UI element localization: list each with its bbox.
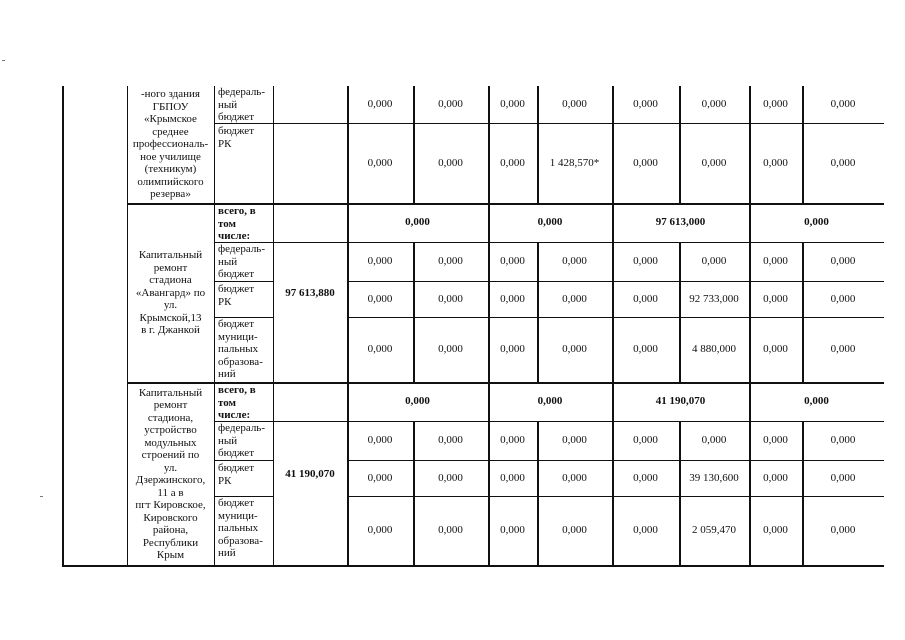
- value-cell: 0,000: [500, 255, 525, 268]
- value-cell: 0,000: [763, 434, 788, 447]
- value-cell: 0,000: [562, 434, 587, 447]
- source-label-total: всего, в том числе:: [218, 205, 256, 242]
- value-cell: 0,000: [438, 98, 463, 111]
- value-cell: 0,000: [633, 524, 658, 537]
- value-cell: 0,000: [438, 156, 463, 169]
- value-cell: 0,000: [438, 471, 463, 484]
- value-cell: 0,000: [763, 524, 788, 537]
- value-cell: 92 733,000: [689, 292, 739, 305]
- value-cell: 0,000: [438, 343, 463, 356]
- value-cell: 0,000: [830, 343, 856, 356]
- value-cell: 0,000: [367, 524, 393, 537]
- total-value-cell: 0,000: [405, 395, 430, 408]
- grid-hline: [62, 565, 884, 567]
- value-cell: 0,000: [763, 343, 788, 356]
- value-cell: 0,000: [367, 343, 393, 356]
- object-name-1: -ного здания ГБПОУ «Крымское среднее профессиональ- ное училище (техникум) олимпийского резерва»: [132, 88, 209, 201]
- value-cell: 39 130,600: [689, 471, 739, 484]
- grid-vline: [62, 86, 64, 565]
- value-cell: 2 059,470: [692, 524, 736, 537]
- value-cell: 0,000: [367, 156, 393, 169]
- value-cell: 0,000: [763, 471, 788, 484]
- total-value-cell: 97 613,000: [655, 216, 706, 229]
- value-cell: 0,000: [830, 524, 856, 537]
- value-cell: 0,000: [367, 471, 393, 484]
- value-cell: 0,000: [562, 343, 587, 356]
- value-cell: 0,000: [500, 343, 525, 356]
- source-label-total: всего, в том числе:: [218, 384, 256, 421]
- value-cell: 0,000: [367, 434, 393, 447]
- value-cell: 0,000: [562, 255, 587, 268]
- value-cell: 0,000: [438, 255, 463, 268]
- value-cell: 0,000: [830, 292, 856, 305]
- value-cell: 0,000: [830, 98, 856, 111]
- value-cell: 0,000: [830, 156, 856, 169]
- value-cell: 0,000: [500, 471, 525, 484]
- value-cell: 0,000: [633, 156, 658, 169]
- value-cell: 0,000: [562, 98, 587, 111]
- total-value-cell: 0,000: [804, 395, 829, 408]
- value-cell: 1 428,570*: [549, 156, 600, 169]
- source-label: бюджет муници- пальных образова- ний: [218, 318, 263, 380]
- value-cell: 0,000: [562, 471, 587, 484]
- value-cell: 0,000: [830, 255, 856, 268]
- value-cell: 0,000: [562, 292, 587, 305]
- value-cell: 0,000: [633, 98, 658, 111]
- total-value-cell: 0,000: [537, 395, 563, 408]
- total-amount-3: 41 190,070: [285, 467, 335, 480]
- value-cell: 0,000: [830, 471, 856, 484]
- value-cell: 0,000: [438, 292, 463, 305]
- total-value-cell: 41 190,070: [655, 395, 706, 408]
- value-cell: 0,000: [633, 292, 658, 305]
- source-label: бюджет муници- пальных образова- ний: [218, 497, 263, 559]
- source-label: бюджет РК: [218, 283, 254, 308]
- value-cell: 0,000: [438, 434, 463, 447]
- value-cell: 0,000: [763, 255, 788, 268]
- source-label: федераль- ный бюджет: [218, 86, 265, 123]
- source-label: федераль- ный бюджет: [218, 422, 265, 459]
- value-cell: 0,000: [830, 434, 856, 447]
- value-cell: 0,000: [438, 524, 463, 537]
- scan-speck: [2, 60, 5, 61]
- scan-speck: [40, 496, 43, 497]
- total-amount-2: 97 613,880: [285, 286, 335, 299]
- value-cell: 0,000: [500, 156, 525, 169]
- value-cell: 0,000: [763, 292, 788, 305]
- source-label: федераль- ный бюджет: [218, 243, 265, 280]
- value-cell: 0,000: [500, 98, 525, 111]
- value-cell: 0,000: [633, 471, 658, 484]
- value-cell: 0,000: [763, 98, 788, 111]
- value-cell: 0,000: [500, 434, 525, 447]
- value-cell: 0,000: [367, 255, 393, 268]
- value-cell: 0,000: [367, 98, 393, 111]
- value-cell: 0,000: [701, 434, 727, 447]
- total-value-cell: 0,000: [537, 216, 563, 229]
- value-cell: 0,000: [701, 255, 727, 268]
- source-label: бюджет РК: [218, 462, 254, 487]
- value-cell: 0,000: [500, 524, 525, 537]
- source-label: бюджет РК: [218, 125, 254, 150]
- value-cell: 4 880,000: [692, 343, 736, 356]
- value-cell: 0,000: [633, 343, 658, 356]
- value-cell: 0,000: [367, 292, 393, 305]
- value-cell: 0,000: [633, 255, 658, 268]
- value-cell: 0,000: [500, 292, 525, 305]
- value-cell: 0,000: [562, 524, 587, 537]
- object-name-3: Капитальный ремонт стадиона, устройство модульных строений по ул. Дзержинского, 11 а в пгт Кировское, Кировского района, Республики Крым: [135, 386, 206, 561]
- total-value-cell: 0,000: [804, 216, 829, 229]
- value-cell: 0,000: [701, 156, 727, 169]
- value-cell: 0,000: [701, 98, 727, 111]
- object-name-2: Капитальный ремонт стадиона «Авангард» по ул. Крымской,13 в г. Джанкой: [135, 249, 206, 337]
- value-cell: 0,000: [633, 434, 658, 447]
- total-value-cell: 0,000: [405, 216, 430, 229]
- value-cell: 0,000: [763, 156, 788, 169]
